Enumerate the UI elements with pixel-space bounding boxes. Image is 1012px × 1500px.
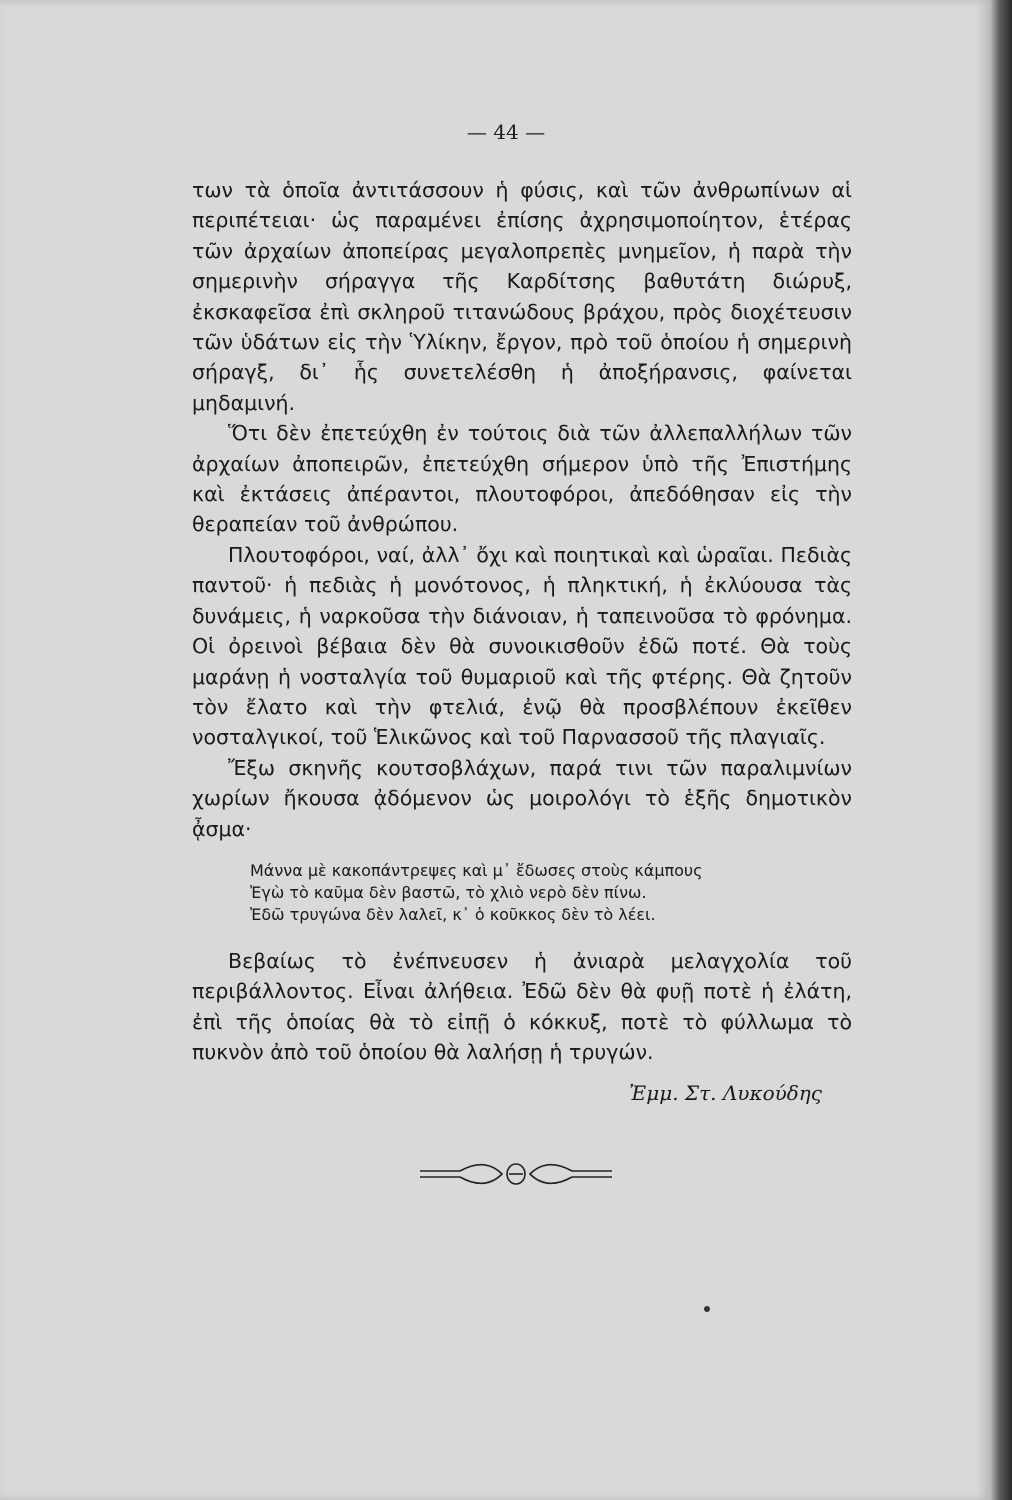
folk-song-verse [250,860,852,926]
ink-dot [704,1306,710,1312]
body-text [192,175,852,1108]
closing-paragraph: Βεβαίως τὸ ἐνέπνευσεν ἡ ἀνιαρὰ μελαγχολία τοῦ περιβάλλοντος. Εἶναι ἀλήθεια. Ἐδῶ δὲν θὰ φυῇ ποτὲ ἡ ἐλάτη, ἐπὶ τῆς ὁποίας θὰ τὸ εἰπῇ ὁ κόκκυξ, ποτὲ τὸ φύλλωμα τὸ πυκνὸν ἀπὸ τοῦ ὁποίου θὰ λαλήσῃ ἡ τρυγών. [192,948,852,1065]
paragraph-1: των τὰ ὁποῖα ἀντιτάσσουν ἡ φύσις, καὶ τῶν ἀνθρωπίνων αἱ περιπέτειαι· ὡς παραμένει ἐπίσης ἀχρησιμοποίητον, ἑτέρας τῶν ἀρχαίων ἀποπείρας μεγαλοπρεπὲς μνημεῖον, ἡ παρὰ τὴν σημερινὴν σήραγγα τῆς Καρδίτσης βαθυτάτη διώρυξ, ἐκσκαφεῖσα ἐπὶ σκληροῦ τιτανώδους βράχου, πρὸς διοχέτευσιν τῶν ὑδάτων εἰς τὴν Ὑλίκην, ἔργον, πρὸ τοῦ ὁποίου ἡ σημερινὴ σήραγξ, δι᾽ ἧς συνετελέσθη ἡ ἀποξήρανσις, φαίνεται μηδαμινή. [192,178,852,415]
paragraph-4: Ἔξω σκηνῆς κουτσοβλάχων, παρά τινι τῶν παραλιμνίων χωρίων ἤκουσα ᾀδόμενον ὡς μοιρολόγι τὸ ἑξῆς δημοτικὸν ᾆσμα· [192,755,852,841]
page-number: — 44 — [466,120,546,144]
paragraph-3: Πλουτοφόροι, ναί, ἀλλ᾽ ὄχι καὶ ποιητικαὶ καὶ ὡραῖαι. Πεδιὰς παντοῦ· ἡ πεδιὰς ἡ μονότονος, ἡ πληκτική, ἡ ἐκλύουσα τὰς δυνάμεις, ἡ ναρκοῦσα τὴν διάνοιαν, ἡ ταπεινοῦσα τὸ φρόνημα. Οἱ ὀρεινοὶ βέβαια δὲν θὰ συνοικισθοῦν ἐδῶ ποτέ. Θὰ τοὺς μαράνῃ ἡ νοσταλγία τοῦ θυμαριοῦ καὶ τῆς φτέρης. Θὰ ζητοῦν τὸν ἔλατο καὶ τὴν φτελιά, ἐνῷ θὰ προσβλέπουν ἐκεῖθεν νοσταλγικοί, τοῦ Ἑλικῶνος καὶ τοῦ Παρνασσοῦ τῆς πλαγιαῖς. [192,542,852,750]
paragraph-2: Ὅτι δὲν ἐπετεύχθη ἐν τούτοις διὰ τῶν ἀλλεπαλλήλων τῶν ἀρχαίων ἀποπειρῶν, ἐπετεύχθη σήμερον ὑπὸ τῆς Ἐπιστήμης καὶ ἐκτάσεις ἀπέραντοι, πλουτοφόροι, ἀπεδόθησαν εἰς τὴν θεραπείαν τοῦ ἀνθρώπου. [192,421,852,537]
binding-edge [990,0,1012,1500]
author-signature: Ἐμμ. Στ. Λυκούδης [629,1080,822,1105]
verse-line-2: Ἐγὼ τὸ καῦμα δὲν βαστῶ, τὸ χλιὸ νερὸ δὲν πίνω. [250,882,647,902]
ornament-divider [416,1160,616,1188]
verse-line-1: Μάννα μὲ κακοπάντρεψες καὶ μ᾽ ἔδωσες στοὺς κάμπους [250,860,703,880]
verse-line-3: Ἐδῶ τρυγώνα δὲν λαλεῖ, κ᾽ ὁ κοῦκκος δὲν τὸ λέει. [250,904,656,924]
